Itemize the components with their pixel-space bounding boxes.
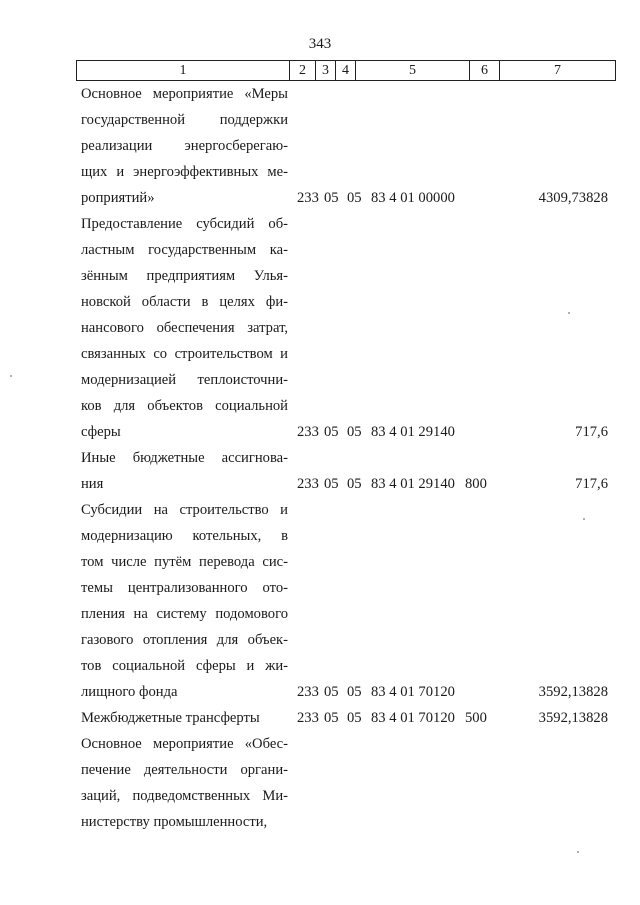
description-line: Основное мероприятие «Меры	[81, 86, 288, 102]
description-line: печение деятельности органи-	[81, 762, 288, 778]
subsection-code: 05	[347, 424, 362, 440]
row-amount: 3592,13828	[538, 710, 608, 726]
row-codes	[297, 705, 495, 731]
description-line: новской области в целях фи-	[81, 294, 288, 310]
ministry-code: 233	[297, 710, 319, 726]
description-line: ластным государственным ка-	[81, 242, 288, 258]
target-article-code: 83 4 01 70120	[371, 710, 455, 726]
description-line: том числе путём перевода сис-	[81, 554, 288, 570]
description-line: реализации энергосберегаю-	[81, 138, 288, 154]
row-amount: 3592,13828	[538, 684, 608, 700]
row-codes	[297, 471, 495, 497]
description-line: Предоставление субсидий об-	[81, 216, 288, 232]
description-line: щих и энергоэффективных ме-	[81, 164, 288, 180]
description-line: заций, подведомственных Ми-	[81, 788, 288, 804]
row-description	[81, 731, 288, 835]
section-code: 05	[324, 424, 339, 440]
description-line: темы централизованного ото-	[81, 580, 288, 596]
header-col-7: 7	[500, 61, 616, 81]
description-line: лищного фонда	[81, 684, 178, 700]
target-article-code: 83 4 01 29140	[371, 424, 455, 440]
row-codes	[297, 185, 495, 211]
description-line: модернизацию котельных, в	[81, 528, 288, 544]
subsection-code: 05	[347, 684, 362, 700]
row-amount: 4309,73828	[538, 190, 608, 206]
section-code: 05	[324, 710, 339, 726]
expense-type-code: 800	[465, 476, 487, 492]
subsection-code: 05	[347, 190, 362, 206]
description-line: нистерству промышленности,	[81, 814, 268, 830]
description-line: пления на систему подомового	[81, 606, 288, 622]
row-description	[81, 81, 288, 211]
page-number: 343	[308, 36, 332, 52]
header-col-1: 1	[77, 61, 290, 81]
row-description	[81, 497, 288, 705]
description-line: зённым предприятиям Улья-	[81, 268, 288, 284]
column-header-table	[76, 60, 616, 81]
description-line: связанных со строительством и	[81, 346, 288, 362]
ministry-code: 233	[297, 684, 319, 700]
subsection-code: 05	[347, 710, 362, 726]
description-line: роприятий»	[81, 190, 155, 206]
header-col-4: 4	[336, 61, 356, 81]
description-line: сферы	[81, 424, 121, 440]
row-description	[81, 705, 288, 731]
scan-speck	[10, 375, 12, 377]
description-line: газового отопления для объек-	[81, 632, 288, 648]
section-code: 05	[324, 190, 339, 206]
header-col-6: 6	[470, 61, 500, 81]
header-col-5: 5	[356, 61, 470, 81]
target-article-code: 83 4 01 00000	[371, 190, 455, 206]
target-article-code: 83 4 01 29140	[371, 476, 455, 492]
section-code: 05	[324, 684, 339, 700]
description-line: Основное мероприятие «Обес-	[81, 736, 288, 752]
description-line: ния	[81, 476, 104, 492]
ministry-code: 233	[297, 476, 319, 492]
description-line: тов социальной сферы и жи-	[81, 658, 288, 674]
description-line: Межбюджетные трансферты	[81, 710, 260, 726]
subsection-code: 05	[347, 476, 362, 492]
header-col-3: 3	[316, 61, 336, 81]
description-line: Субсидии на строительство и	[81, 502, 288, 518]
description-line: нансового обеспечения затрат,	[81, 320, 288, 336]
target-article-code: 83 4 01 70120	[371, 684, 455, 700]
row-amount: 717,6	[575, 476, 608, 492]
row-description	[81, 211, 288, 445]
row-amount: 717,6	[575, 424, 608, 440]
ministry-code: 233	[297, 190, 319, 206]
scan-speck	[577, 851, 579, 853]
row-codes	[297, 419, 495, 445]
section-code: 05	[324, 476, 339, 492]
description-line: Иные бюджетные ассигнова-	[81, 450, 288, 466]
row-codes	[297, 679, 495, 705]
expense-type-code: 500	[465, 710, 487, 726]
ministry-code: 233	[297, 424, 319, 440]
header-row	[77, 61, 616, 81]
header-col-2: 2	[290, 61, 316, 81]
description-line: государственной поддержки	[81, 112, 288, 128]
row-description	[81, 445, 288, 497]
scan-speck	[583, 518, 585, 520]
description-line: ков для объектов социальной	[81, 398, 288, 414]
description-line: модернизацией теплоисточни-	[81, 372, 288, 388]
scan-speck	[568, 312, 570, 314]
